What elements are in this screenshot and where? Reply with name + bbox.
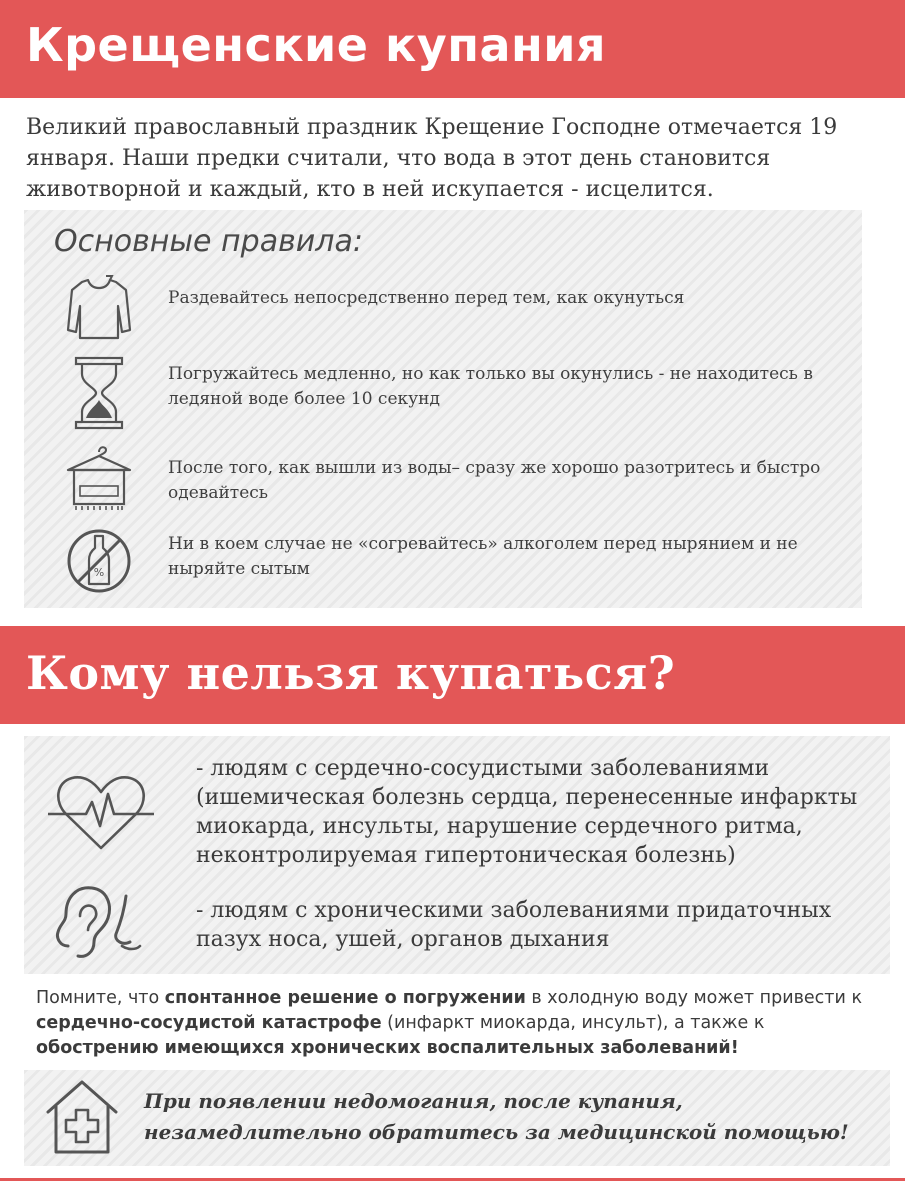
hourglass-icon [62,356,136,430]
rules-title: Основные правила: [54,224,363,259]
note-emphasis: обострению имеющихся хронических воспалительных заболеваний! [36,1038,739,1058]
help-text: При появлении недомогания, после купания, незамедлительно обратитесь за медицинской помощью! [144,1089,849,1144]
heart-pulse-icon [46,764,156,854]
contraindication-text: - людям с хроническими заболеваниями придаточных пазух носа, ушей, органов дыхания [196,898,832,952]
section-banner [0,626,905,724]
contraindication-text: - людям с сердечно-сосудистыми заболеваниями (ишемическая болезнь сердца, перенесенные инфаркты миокарда, инсульты, нарушение сердечного ритма, неконтролируемая гипертоническая болезнь) [196,756,858,868]
rule-text: После того, как вышли из воды– сразу же хорошо разотритесь и быстро одевайтесь [168,458,821,503]
rule-text: Раздевайтесь непосредственно перед тем, как окунуться [168,288,685,308]
note-emphasis: сердечно-сосудистой катастрофе [36,1013,382,1033]
section-title: Кому нельзя купаться? [26,646,676,700]
svg-text:%: % [93,566,105,579]
rule-item [24,524,862,604]
note-text: (инфаркт миокарда, инсульт), а также к [381,1013,765,1033]
rule-text: Ни в коем случае не «согревайтесь» алкоголем перед нырянием и не ныряйте сытым [168,534,798,579]
help-panel [24,1070,890,1166]
note-emphasis: спонтанное решение о погружении [164,988,526,1008]
note-text: в холодную воду может привести к [525,988,863,1008]
intro-text: Великий православный праздник Крещение Господне отмечается 19 января. Наши предки считали, что вода в этот день становится животворной и каждый, кто в ней искупается - исцелится. [26,115,838,202]
note-text: Помните, что [36,988,165,1008]
towel-icon [62,440,136,514]
ear-nose-icon [46,876,156,966]
contraindications-panel [24,736,890,974]
warning-note [36,986,876,1061]
rules-panel [24,210,862,608]
rule-item [24,356,862,436]
hospital-icon [44,1078,120,1156]
header-banner [0,0,905,98]
page-title: Крещенские купания [26,18,607,72]
no-alcohol-icon [62,524,136,598]
rule-text: Погружайтесь медленно, но как только вы окунулись - не находитесь в ледяной воде более 10 секунд [168,364,813,409]
rule-item [24,440,862,520]
rule-item [24,272,862,352]
shirt-icon [62,272,136,346]
